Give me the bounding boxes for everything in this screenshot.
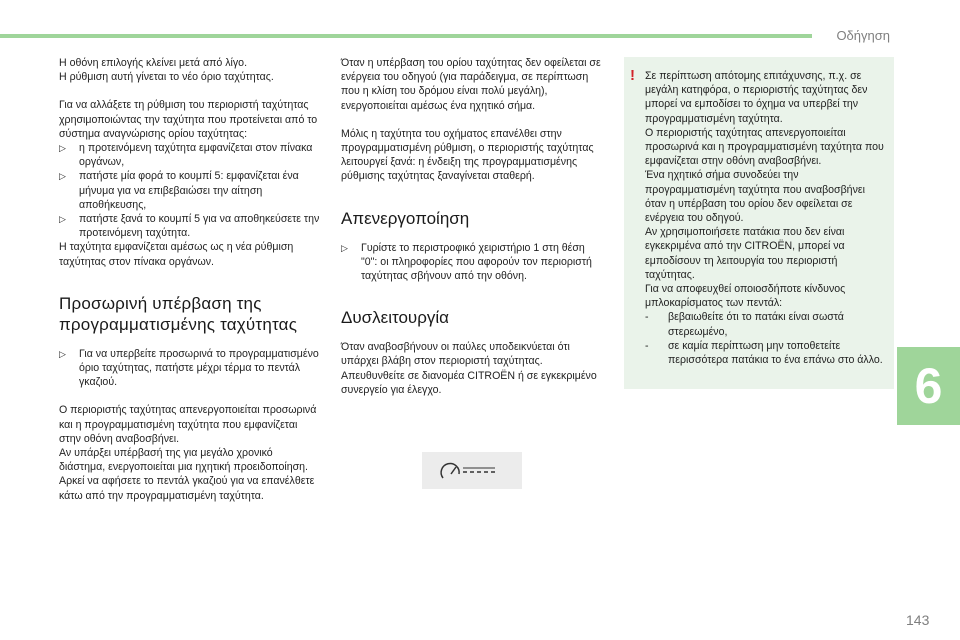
paragraph: Αν υπάρξει υπέρβασή της για μεγάλο χρονικό διάστημα, ενεργοποιείται μια ηχητική προειδοποίηση. [59, 447, 308, 474]
paragraph: Η ταχύτητα εμφανίζεται αμέσως ως η νέα ρύθμιση ταχύτητας στον πίνακα οργάνων. [59, 241, 294, 268]
paragraph: Ο περιοριστής ταχύτητας απενεργοποιείται προσωρινά και η προγραμματισμένη ταχύτητα που εμφανίζεται στην οθόνη αναβοσβήνει. [59, 404, 317, 445]
bullet-icon: ▷ [59, 171, 66, 182]
column-1 [59, 56, 321, 503]
paragraph: Όταν η υπέρβαση του ορίου ταχύτητας δεν οφείλεται σε ενέργεια του οδηγού (για παράδειγμα, σε περίπτωση που η κλίση του δρόμου είναι πολύ μεγάλη), ενεργοποιείται αμέσως ένα ηχητικό σήμα. [341, 57, 601, 112]
paragraph: Για να αποφευχθεί οποιοσδήποτε κίνδυνος μπλοκαρίσματος των πεντάλ: [645, 283, 846, 310]
paragraph: Ένα ηχητικό σήμα συνοδεύει την προγραμματισμένη ταχύτητα που αναβοσβήνει όταν η υπέρβαση του ορίου δεν οφείλεται σε ενέργεια του οδηγού. [645, 169, 865, 225]
column-2 [341, 56, 603, 397]
section-heading: Προσωρινή υπέρβαση της προγραμματισμένης ταχύτητας [59, 293, 298, 334]
paragraph: Η οθόνη επιλογής κλείνει μετά από λίγο. [59, 57, 248, 69]
list-item: - σε καμία περίπτωση μην τοποθετείτε περισσότερα πατάκια το ένα επάνω στο άλλο. [645, 339, 883, 367]
paragraph: Ο περιοριστής ταχύτητας απενεργοποιείται προσωρινά και η προγραμματισμένη ταχύτητα που εμφανίζεται στην οθόνη αναβοσβήνει. [645, 126, 884, 168]
list-item: ▷ πατήστε ξανά το κουμπί 5 για να αποθηκεύσετε την προτεινόμενη ταχύτητα. [59, 213, 320, 240]
section-heading: Απενεργοποίηση [341, 208, 470, 228]
bullet-icon: ▷ [59, 214, 66, 225]
list-item: ▷ Για να υπερβείτε προσωρινά το προγραμματισμένο όριο ταχύτητας, πατήστε μέχρι τέρμα το πεντάλ γκαζιού. [59, 347, 319, 389]
page-number: 143 [906, 612, 930, 628]
exclamation-icon: ! [630, 67, 635, 84]
warning-box [624, 57, 894, 389]
paragraph: Σε περίπτωση απότομης επιτάχυνσης, π.χ. σε μεγάλη κατηφόρα, ο περιοριστής ταχύτητας δεν μπορεί να εμποδίσει το όχημα να υπερβεί την προγραμματισμένη ταχύτητα. [645, 70, 868, 125]
section-title: Οδήγηση [836, 28, 890, 43]
list-item: - βεβαιωθείτε ότι το πατάκι είναι σωστά στερεωμένο, [645, 311, 844, 338]
paragraph: Αν χρησιμοποιήσετε πατάκια που δεν είναι εγκεκριμένα από την CITROËN, μπορεί να εμποδίσουν τη λειτουργία του περιοριστή ταχύτητας. [645, 226, 845, 281]
speed-limiter-display [422, 452, 522, 489]
speed-limiter-dashes-icon [439, 460, 505, 482]
header-accent-bar [0, 34, 812, 38]
paragraph: Μόλις η ταχύτητα του οχήματος επανέλθει στην προγραμματισμένη ρύθμιση, ο περιοριστής ταχύτητας λειτουργεί ξανά: η ένδειξη της προγραμματισμένης ρύθμισης ταχύτητας ξαναγίνεται σταθερή. [341, 127, 594, 183]
list-item: ▷ η προτεινόμενη ταχύτητα εμφανίζεται στον πίνακα οργάνων, [59, 142, 313, 169]
paragraph: Η ρύθμιση αυτή γίνεται το νέο όριο ταχύτητας. [59, 71, 274, 84]
paragraph: Για να αλλάξετε τη ρύθμιση του περιοριστή ταχύτητας χρησιμοποιώντας την ταχύτητα που προτείνεται από το σύστημα αναγνώρισης ορίου ταχύτητας: [59, 99, 318, 140]
list-item: ▷ Γυρίστε το περιστροφικό χειριστήριο 1 στη θέση "0": οι πληροφορίες που αφορούν τον περιοριστή ταχύτητας σβήνουν από την οθόνη. [341, 241, 592, 283]
bullet-icon: ▷ [59, 143, 66, 154]
paragraph: Αρκεί να αφήσετε το πεντάλ γκαζιού για να επανέλθετε κάτω από την προγραμματισμένη ταχύτητα. [59, 475, 315, 502]
bullet-icon: ▷ [59, 348, 66, 359]
bullet-icon: ▷ [341, 242, 348, 253]
list-item: ▷ πατήστε μία φορά το κουμπί 5: εμφανίζεται ένα μήνυμα για να επιβεβαιώσει την αίτηση αποθήκευσης, [59, 170, 299, 211]
chapter-tab: 6 [897, 347, 960, 425]
paragraph: Όταν αναβοσβήνουν οι παύλες υποδεικνύεται ότι υπάρχει βλάβη στον περιοριστή ταχύτητας. Απευθυνθείτε σε διανομέα CITROËN ή σε εγκεκριμένο συνεργείο για έλεγχο. [341, 341, 597, 396]
section-heading: Δυσλειτουργία [341, 308, 450, 328]
